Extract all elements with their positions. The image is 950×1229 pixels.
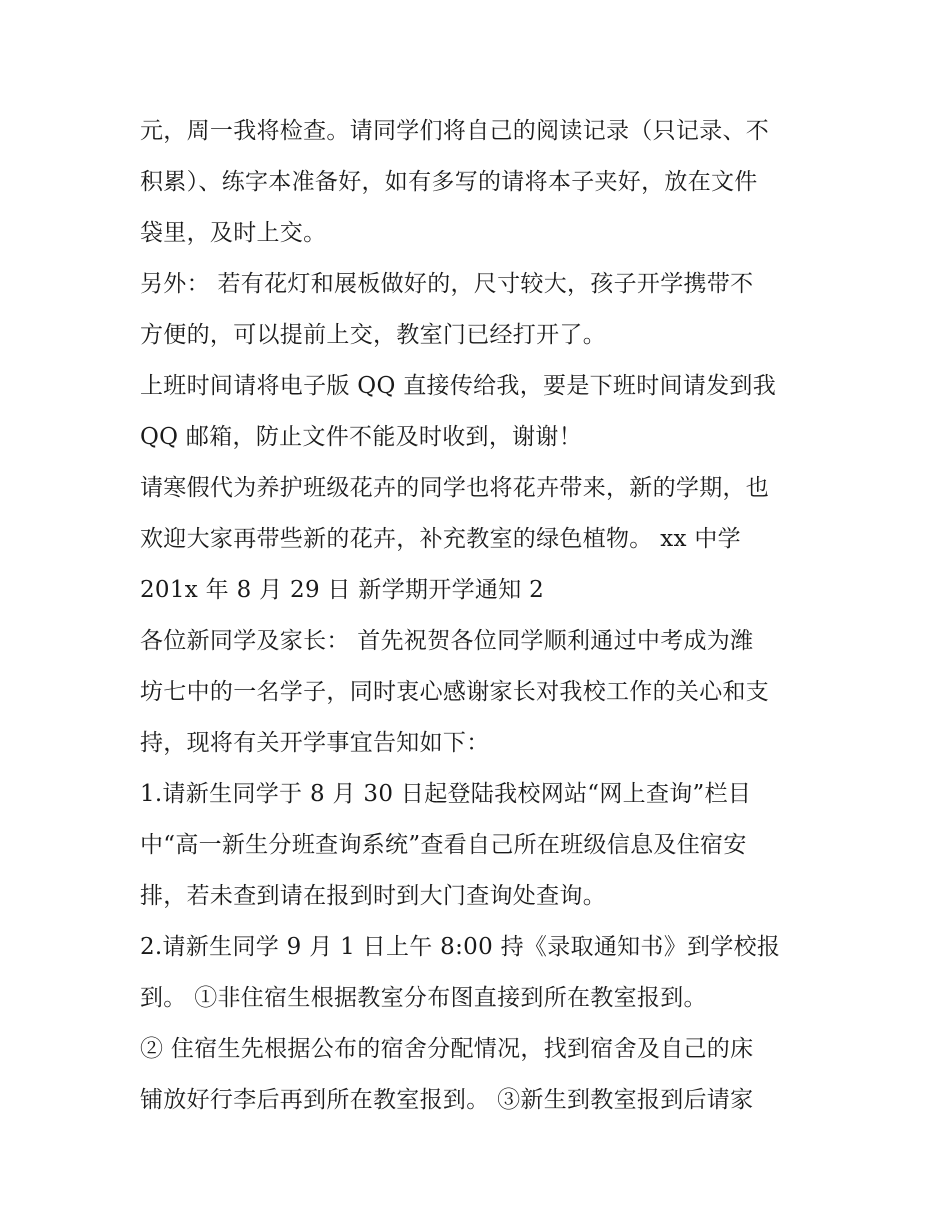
text-line: 坊七中的一名学子，同时衷心感谢家长对我校工作的关心和支 [140,679,770,705]
document-body [140,106,820,1126]
text-line: 袋里，及时上交。 [140,220,327,246]
text-line: 另外： 若有花灯和展板做好的，尺寸较大，孩子开学携带不 [140,271,754,297]
text-line: 积累）、练字本准备好，如有多写的请将本子夹好，放在文件 [140,169,758,195]
text-line: 铺放好行李后再到所在教室报到。 ③新生到教室报到后请家 [140,1087,754,1113]
text-line: 到。 ①非住宿生根据教室分布图直接到所在教室报到。 [140,985,707,1011]
text-line: 2.请新生同学 9 月 1 日上午 8:00 持《录取通知书》到学校报 [140,934,781,960]
text-line: 请寒假代为养护班级花卉的同学也将花卉带来，新的学期，也 [140,475,770,501]
text-line: 201x 年 8 月 29 日 新学期开学通知 2 [140,577,545,603]
text-line: 上班时间请将电子版 QQ 直接传给我，要是下班时间请发到我 [140,373,777,399]
text-line: 1.请新生同学于 8 月 30 日起登陆我校网站“网上查询”栏目 [140,781,752,807]
text-line: QQ 邮箱，防止文件不能及时收到，谢谢！ [140,424,583,450]
text-line: 方便的，可以提前上交，教室门已经打开了。 [140,322,606,348]
text-line: 中“高一新生分班查询系统”查看自己所在班级信息及住宿安 [140,832,747,858]
text-line: 元，周一我将检查。请同学们将自己的阅读记录（只记录、不 [140,118,770,144]
text-line: 欢迎大家再带些新的花卉，补充教室的绿色植物。 xx 中学 [140,526,741,552]
text-line: 各位新同学及家长： 首先祝贺各位同学顺利通过中考成为潍 [140,628,754,654]
text-line: 持，现将有关开学事宜告知如下： [140,730,490,756]
text-line: ② 住宿生先根据公布的宿舍分配情况，找到宿舍及自己的床 [140,1036,754,1062]
text-line: 排，若未查到请在报到时到大门查询处查询。 [140,883,606,909]
